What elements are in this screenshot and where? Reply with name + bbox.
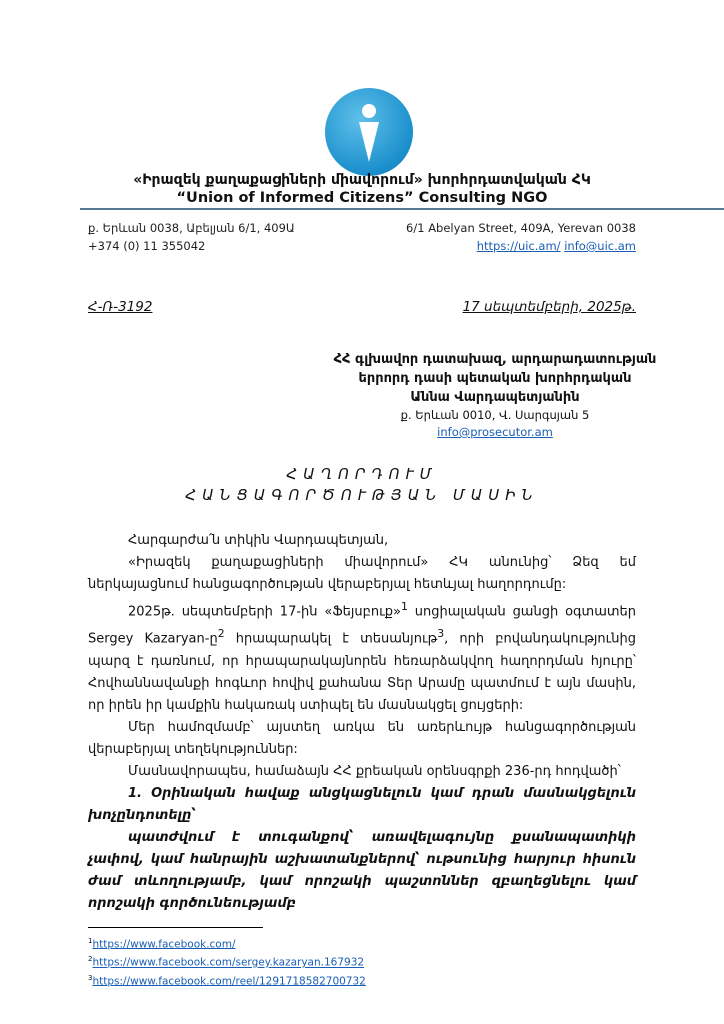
footnote-mark: 1 [88,936,93,945]
text: հրապարակել է տեսանյութ [224,631,438,647]
organization-logo [325,88,413,176]
footnote-link[interactable]: https://www.facebook.com/reel/1291718582700732 [92,975,366,988]
footnote-1 [88,934,636,953]
address-armenian: ք. Երևան 0038, Աբելյան 6/1, 409Ա [88,221,295,235]
letter-date: 17 սեպտեմբերի, 2025թ. [462,299,636,315]
text: 2025թ. սեպտեմբերի 17-ին «Ֆեյսբուք» [128,604,401,620]
law-quote-penalty: պատժվում է տուգանքով՝ առավելագույնը քսանապատիկի չափով, կամ հանրային աշխատանքներով՝ ութսունից հարյուր հիսուն ժամ տևողությամբ, կամ որոշակի պաշտոններ զբաղեցնելու կամ որոշակի գործունեությամբ [88,829,636,911]
paragraph-intro: «Իրազեկ քաղաքացիների միավորում» ՀԿ անունից՝ Ձեզ եմ ներկայացնում հանցագործության վերաբերյալ հետևյալ հաղորդումը: [88,555,636,592]
paragraph-facts [88,596,636,717]
recipient-name: Աննա Վարդապետյանին [410,390,580,405]
recipient-block [300,350,690,441]
recipient-address: ք. Երևան 0010, Վ. Սարգսյան 5 [400,408,590,422]
website-link[interactable]: https://uic.am/ [476,239,561,253]
paragraph-law-reference: Մասնավորապես, համաձայն ՀՀ քրեական օրենսգրքի 236-րդ հոդվածի՝ [128,763,621,779]
document-title: ՀԱՂՈՐԴՈՒՄ [286,465,438,483]
footnote-2 [88,952,636,971]
text: սոցիալական ցանցի օգտատեր Sergey Kazaryan-ը [88,604,636,647]
text: , որի բովանդակությունից պարզ է դառնում, որ հրապարակայնորեն հեռարձակվող հաղորդման հյուրը՝ Հովհաննավանքի հոգևոր հովիվ քահանա Տեր Արամը պատմում է այն մասին, որ իրեն իր կամքին հակառակ ստիպել են մասնակցել ցույցերի: [88,631,636,713]
footnote-divider [88,927,263,928]
footnote-link[interactable]: https://www.facebook.com/sergey.kazaryan.167932 [92,956,365,969]
reference-number: Հ-Ռ-3192 [88,299,153,315]
paragraph-opinion: Մեր համոզմամբ՝ այստեղ առկա են առերևույթ հանցագործության վերաբերյալ տեղեկություններ: [88,719,636,757]
footnote-3 [88,971,636,990]
phone-number: +374 (0) 11 355042 [88,239,206,253]
footnote-mark: 3 [88,973,93,982]
recipient-title-line1: ՀՀ գլխավոր դատախազ, արդարադատության [333,352,657,367]
letter-body [88,530,636,1019]
logo-figure-body [359,122,379,162]
recipient-title-line2: երրորդ դասի պետական խորհրդական [358,371,632,386]
footnote-ref: 3 [437,627,445,641]
org-name-armenian: «Իրազեկ քաղաքացիների միավորում» խորհրդատվական ՀԿ [133,172,591,188]
org-name-english: “Union of Informed Citizens” Consulting NGO [176,190,548,206]
footnote-ref: 1 [400,600,408,613]
address-english: 6/1 Abelyan Street, 409A, Yerevan 0038 [406,221,636,235]
email-link[interactable]: info@uic.am [564,239,636,253]
footnote-link[interactable]: https://www.facebook.com/ [92,938,236,951]
recipient-email-link[interactable]: info@prosecutor.am [437,425,553,439]
document-subtitle: ՀԱՆՑԱԳՈՐԾՈՒԹՅԱՆ ՄԱՍԻՆ [185,486,539,504]
footnote-ref: 2 [217,627,225,641]
logo-figure-head [362,104,376,118]
contact-links [477,239,636,253]
salutation: Հարգարժա՛ն տիկին Վարդապետյան, [128,533,389,548]
footnote-mark: 2 [88,955,93,964]
law-quote-clause: 1. Օրինական հավաք անցկացնելուն կամ դրան մասնակցելուն խոչընդոտելը՝ [88,785,636,823]
header-divider [80,208,724,210]
